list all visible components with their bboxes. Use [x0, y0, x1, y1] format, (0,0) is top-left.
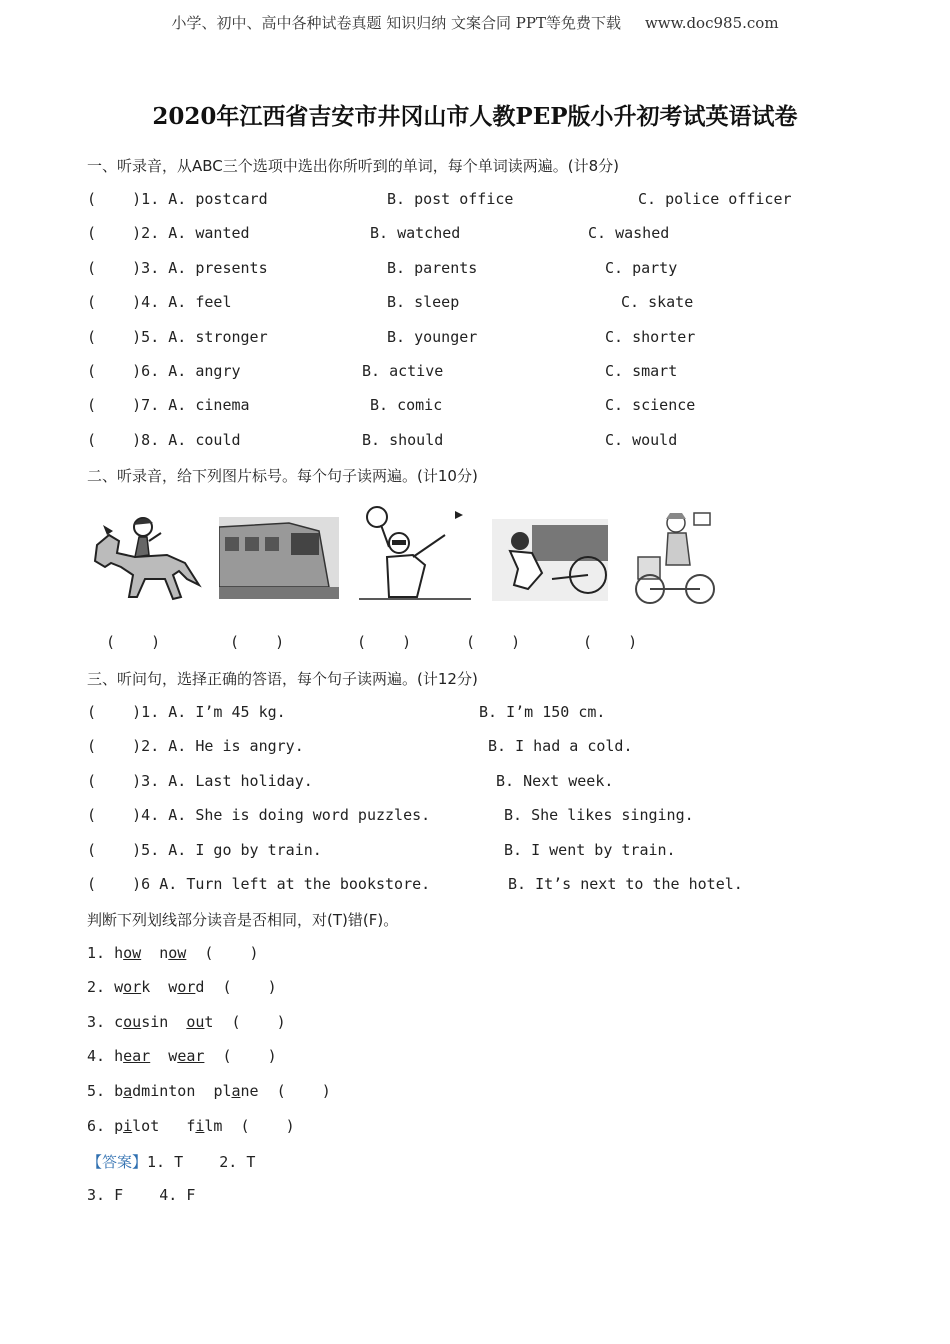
section3-item — [87, 875, 807, 897]
section3-item — [87, 841, 807, 863]
item-a: ( )2. A. wanted — [87, 224, 250, 242]
answer-tag: 【答案】 — [87, 1153, 148, 1171]
option-a: ( )1. A. I’m 45 kg. — [87, 703, 286, 721]
phonics-item: 3. cousin out ( ) — [87, 1013, 286, 1031]
picture-answer-blank[interactable]: ( ) — [583, 633, 638, 651]
option-a: ( )3. A. Last holiday. — [87, 772, 313, 790]
picture-answer-blank[interactable]: ( ) — [230, 633, 285, 651]
phonics-item: 2. work word ( ) — [87, 978, 277, 996]
badminton-player-picture — [359, 505, 471, 605]
item-a: ( )8. A. could — [87, 431, 241, 449]
option-a: ( )6 A. Turn left at the bookstore. — [87, 875, 431, 893]
answer-values: 1. T 2. T — [147, 1153, 256, 1171]
item-a: ( )3. A. presents — [87, 259, 268, 277]
option-b: B. It’s next to the hotel. — [508, 875, 743, 893]
item-b: B. should — [362, 431, 444, 449]
section1-heading: 一、听录音，从ABC三个选项中选出你所听到的单词，每个单词读两遍。(计8分) — [87, 157, 620, 175]
item-b: B. active — [362, 362, 444, 380]
section1-item — [87, 328, 807, 350]
train-picture — [219, 517, 339, 599]
section3-item — [87, 772, 807, 794]
item-c: C. shorter — [605, 328, 696, 346]
option-b: B. She likes singing. — [504, 806, 694, 824]
item-b: B. parents — [387, 259, 478, 277]
answer-blank[interactable]: ( ) — [276, 1082, 331, 1100]
fallen-cyclist-picture — [492, 519, 608, 601]
option-a: ( )4. A. She is doing word puzzles. — [87, 806, 431, 824]
option-a: ( )2. A. He is angry. — [87, 737, 304, 755]
answer-blank[interactable]: ( ) — [222, 978, 277, 996]
option-b: B. Next week. — [496, 772, 614, 790]
item-a: ( )7. A. cinema — [87, 396, 250, 414]
page-title: 2020年江西省吉安市井冈山市人教PEP版小升初考试英语试卷 — [152, 103, 798, 130]
answer-blank[interactable]: ( ) — [240, 1117, 295, 1135]
option-b: B. I had a cold. — [488, 737, 633, 755]
section1-item — [87, 293, 807, 315]
picture-answer-blank[interactable]: ( ) — [466, 633, 521, 651]
answer-blank[interactable]: ( ) — [231, 1013, 286, 1031]
option-b: B. I went by train. — [504, 841, 676, 859]
item-c: C. police officer — [638, 190, 792, 208]
phonics-item: 4. hear wear ( ) — [87, 1047, 277, 1065]
header-text: 小学、初中、高中各种试卷真题 知识归纳 文案合同 PPT等免费下载 — [171, 14, 621, 32]
item-b: B. watched — [370, 224, 461, 242]
section3-item — [87, 737, 807, 759]
section3-heading: 三、听问句，选择正确的答语，每个句子读两遍。(计12分) — [87, 670, 478, 688]
item-c: C. science — [605, 396, 696, 414]
item-a: ( )4. A. feel — [87, 293, 232, 311]
section1-item — [87, 431, 807, 453]
answer-blank[interactable]: ( ) — [204, 944, 259, 962]
section1-item — [87, 396, 807, 418]
answer-line-1 — [87, 1151, 255, 1173]
item-b: B. younger — [387, 328, 478, 346]
header-site[interactable]: www.doc985.com — [644, 14, 779, 32]
horse-rider-picture — [87, 505, 205, 605]
item-c: C. washed — [588, 224, 670, 242]
section4-heading: 判断下列划线部分读音是否相同，对(T)错(F)。 — [87, 911, 399, 929]
item-c: C. party — [605, 259, 678, 277]
section1-item — [87, 362, 807, 384]
item-c: C. would — [605, 431, 678, 449]
answer-blank[interactable]: ( ) — [222, 1047, 277, 1065]
item-b: B. post office — [387, 190, 514, 208]
picture-row — [87, 505, 787, 615]
picture-answer-blank[interactable]: ( ) — [106, 633, 161, 651]
section1-item — [87, 190, 807, 212]
answer-line-2: 3. F 4. F — [87, 1186, 196, 1204]
option-b: B. I’m 150 cm. — [479, 703, 606, 721]
section3-item — [87, 806, 807, 828]
item-c: C. skate — [621, 293, 694, 311]
item-a: ( )5. A. stronger — [87, 328, 268, 346]
picture-answer-blank[interactable]: ( ) — [357, 633, 412, 651]
item-b: B. sleep — [387, 293, 460, 311]
section1-item — [87, 224, 807, 246]
phonics-item: 6. pilot film ( ) — [87, 1117, 295, 1135]
postman-bike-picture — [632, 509, 718, 609]
item-a: ( )1. A. postcard — [87, 190, 268, 208]
item-b: B. comic — [370, 396, 443, 414]
item-a: ( )6. A. angry — [87, 362, 241, 380]
section2-heading: 二、听录音，给下列图片标号。每个句子读两遍。(计10分) — [87, 467, 478, 485]
section3-item — [87, 703, 807, 725]
section1-item — [87, 259, 807, 281]
page-header — [0, 12, 950, 33]
phonics-item: 1. how now ( ) — [87, 944, 259, 962]
phonics-item: 5. badminton plane ( ) — [87, 1082, 331, 1100]
item-c: C. smart — [605, 362, 678, 380]
option-a: ( )5. A. I go by train. — [87, 841, 322, 859]
